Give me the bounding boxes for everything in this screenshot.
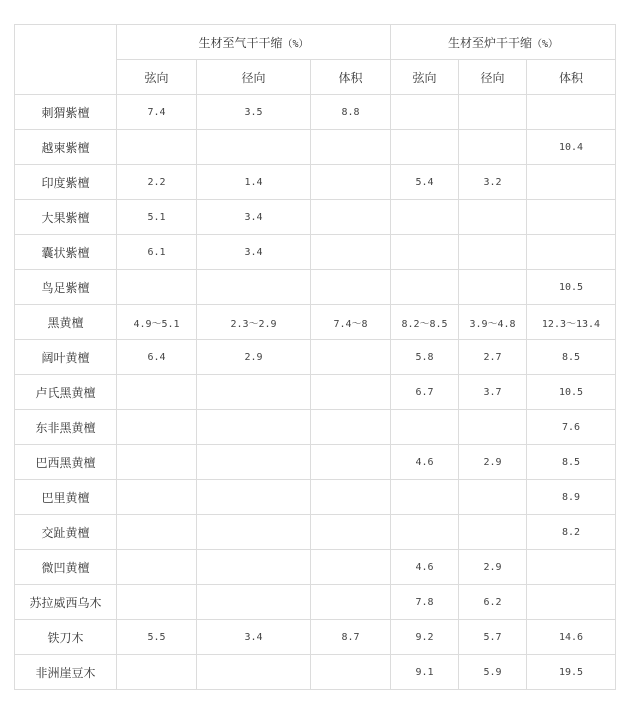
value-cell-kiln-radial	[459, 130, 527, 165]
value-cell-air-radial: 3.4	[197, 200, 311, 235]
value-cell-kiln-volumetric: 12.3～13.4	[527, 305, 616, 340]
header-kiln-dry-group	[391, 25, 616, 60]
header-air-radial: 径向	[197, 60, 311, 95]
species-name-cell: 非洲崖豆木	[15, 655, 117, 690]
table-row	[15, 270, 616, 305]
table-row	[15, 95, 616, 130]
value-cell-kiln-radial: 2.9	[459, 445, 527, 480]
value-cell-air-volumetric	[311, 270, 391, 305]
header-kiln-dry-unit: （%）	[531, 38, 559, 50]
value-cell-kiln-radial	[459, 480, 527, 515]
value-cell-kiln-volumetric: 10.4	[527, 130, 616, 165]
value-cell-air-volumetric	[311, 200, 391, 235]
species-name-cell: 鸟足紫檀	[15, 270, 117, 305]
value-cell-air-volumetric	[311, 375, 391, 410]
header-air-dry-unit: （%）	[282, 38, 309, 50]
table-row	[15, 200, 616, 235]
table-row	[15, 305, 616, 340]
value-cell-air-volumetric	[311, 550, 391, 585]
value-cell-kiln-tangential: 9.2	[391, 620, 459, 655]
value-cell-kiln-volumetric	[527, 165, 616, 200]
value-cell-air-radial	[197, 375, 311, 410]
value-cell-air-volumetric	[311, 410, 391, 445]
value-cell-air-tangential	[117, 270, 197, 305]
species-name-cell: 刺猬紫檀	[15, 95, 117, 130]
value-cell-kiln-volumetric	[527, 235, 616, 270]
value-cell-kiln-radial	[459, 200, 527, 235]
species-name-cell: 交趾黄檀	[15, 515, 117, 550]
value-cell-air-radial: 1.4	[197, 165, 311, 200]
value-cell-kiln-radial: 3.9～4.8	[459, 305, 527, 340]
value-cell-air-radial	[197, 550, 311, 585]
species-name-cell: 黑黄檀	[15, 305, 117, 340]
shrinkage-table	[14, 24, 616, 690]
table-row	[15, 235, 616, 270]
header-air-dry-group	[117, 25, 391, 60]
header-kiln-radial: 径向	[459, 60, 527, 95]
header-kiln-volumetric: 体积	[527, 60, 616, 95]
value-cell-kiln-radial: 5.9	[459, 655, 527, 690]
value-cell-kiln-radial: 6.2	[459, 585, 527, 620]
species-name-cell: 巴西黑黄檀	[15, 445, 117, 480]
header-air-tangential: 弦向	[117, 60, 197, 95]
value-cell-kiln-tangential	[391, 410, 459, 445]
value-cell-air-volumetric	[311, 445, 391, 480]
value-cell-kiln-radial: 5.7	[459, 620, 527, 655]
value-cell-air-tangential	[117, 410, 197, 445]
value-cell-air-tangential	[117, 515, 197, 550]
value-cell-kiln-radial: 2.7	[459, 340, 527, 375]
species-name-cell: 大果紫檀	[15, 200, 117, 235]
value-cell-air-tangential	[117, 550, 197, 585]
value-cell-air-tangential	[117, 585, 197, 620]
species-name-cell: 苏拉威西乌木	[15, 585, 117, 620]
value-cell-kiln-tangential: 4.6	[391, 445, 459, 480]
value-cell-air-tangential: 6.1	[117, 235, 197, 270]
value-cell-air-volumetric	[311, 655, 391, 690]
value-cell-kiln-volumetric: 10.5	[527, 270, 616, 305]
value-cell-kiln-tangential	[391, 270, 459, 305]
table-row	[15, 410, 616, 445]
species-name-cell: 卢氏黑黄檀	[15, 375, 117, 410]
value-cell-air-tangential	[117, 480, 197, 515]
value-cell-kiln-volumetric: 8.2	[527, 515, 616, 550]
species-name-cell: 东非黑黄檀	[15, 410, 117, 445]
value-cell-kiln-tangential	[391, 235, 459, 270]
value-cell-air-tangential	[117, 130, 197, 165]
table-row	[15, 655, 616, 690]
value-cell-air-volumetric	[311, 340, 391, 375]
value-cell-air-radial: 3.4	[197, 235, 311, 270]
value-cell-air-tangential: 5.1	[117, 200, 197, 235]
value-cell-kiln-tangential: 8.2～8.5	[391, 305, 459, 340]
value-cell-air-tangential: 6.4	[117, 340, 197, 375]
header-row-groups	[15, 25, 616, 60]
value-cell-kiln-volumetric	[527, 200, 616, 235]
value-cell-air-radial	[197, 585, 311, 620]
value-cell-air-radial	[197, 130, 311, 165]
species-name-cell: 越柬紫檀	[15, 130, 117, 165]
species-name-cell: 微凹黄檀	[15, 550, 117, 585]
value-cell-air-volumetric: 8.8	[311, 95, 391, 130]
table-row	[15, 550, 616, 585]
value-cell-kiln-radial: 2.9	[459, 550, 527, 585]
value-cell-air-radial: 2.3～2.9	[197, 305, 311, 340]
table-row	[15, 480, 616, 515]
value-cell-air-volumetric	[311, 585, 391, 620]
value-cell-kiln-tangential: 4.6	[391, 550, 459, 585]
value-cell-kiln-radial	[459, 95, 527, 130]
value-cell-kiln-tangential: 5.8	[391, 340, 459, 375]
value-cell-air-radial	[197, 270, 311, 305]
value-cell-kiln-radial	[459, 270, 527, 305]
value-cell-kiln-tangential	[391, 480, 459, 515]
value-cell-kiln-tangential	[391, 95, 459, 130]
value-cell-air-tangential: 7.4	[117, 95, 197, 130]
value-cell-air-radial	[197, 655, 311, 690]
value-cell-kiln-radial	[459, 515, 527, 550]
value-cell-kiln-volumetric	[527, 550, 616, 585]
value-cell-air-radial: 2.9	[197, 340, 311, 375]
value-cell-kiln-volumetric	[527, 95, 616, 130]
value-cell-air-volumetric	[311, 235, 391, 270]
value-cell-kiln-volumetric: 7.6	[527, 410, 616, 445]
value-cell-kiln-radial: 3.7	[459, 375, 527, 410]
value-cell-air-volumetric: 8.7	[311, 620, 391, 655]
value-cell-air-tangential: 2.2	[117, 165, 197, 200]
value-cell-kiln-volumetric: 8.5	[527, 445, 616, 480]
header-corner-cell	[15, 25, 117, 95]
table-row	[15, 445, 616, 480]
table-container	[14, 24, 616, 690]
header-kiln-tangential: 弦向	[391, 60, 459, 95]
table-body	[15, 95, 616, 690]
table-row	[15, 375, 616, 410]
table-row	[15, 620, 616, 655]
table-row	[15, 130, 616, 165]
value-cell-air-tangential	[117, 375, 197, 410]
value-cell-kiln-tangential: 6.7	[391, 375, 459, 410]
value-cell-air-radial: 3.5	[197, 95, 311, 130]
value-cell-air-volumetric	[311, 165, 391, 200]
header-kiln-dry-label: 生材至炉干干缩	[447, 35, 532, 50]
value-cell-air-radial: 3.4	[197, 620, 311, 655]
table-row	[15, 585, 616, 620]
header-air-dry-label: 生材至气干干缩	[198, 35, 283, 50]
value-cell-kiln-tangential: 9.1	[391, 655, 459, 690]
value-cell-kiln-volumetric: 10.5	[527, 375, 616, 410]
value-cell-air-volumetric: 7.4～8	[311, 305, 391, 340]
value-cell-air-tangential	[117, 655, 197, 690]
species-name-cell: 阔叶黄檀	[15, 340, 117, 375]
value-cell-air-volumetric	[311, 515, 391, 550]
value-cell-kiln-tangential	[391, 515, 459, 550]
value-cell-air-radial	[197, 515, 311, 550]
value-cell-kiln-volumetric: 8.9	[527, 480, 616, 515]
species-name-cell: 囊状紫檀	[15, 235, 117, 270]
value-cell-kiln-volumetric: 14.6	[527, 620, 616, 655]
value-cell-kiln-tangential	[391, 200, 459, 235]
header-air-volumetric: 体积	[311, 60, 391, 95]
value-cell-air-radial	[197, 410, 311, 445]
value-cell-air-tangential: 4.9～5.1	[117, 305, 197, 340]
species-name-cell: 铁刀木	[15, 620, 117, 655]
value-cell-air-volumetric	[311, 130, 391, 165]
value-cell-kiln-volumetric: 19.5	[527, 655, 616, 690]
value-cell-kiln-radial	[459, 410, 527, 445]
value-cell-kiln-tangential: 5.4	[391, 165, 459, 200]
value-cell-air-radial	[197, 480, 311, 515]
value-cell-air-volumetric	[311, 480, 391, 515]
table-row	[15, 165, 616, 200]
table-row	[15, 515, 616, 550]
species-name-cell: 印度紫檀	[15, 165, 117, 200]
species-name-cell: 巴里黄檀	[15, 480, 117, 515]
value-cell-kiln-tangential: 7.8	[391, 585, 459, 620]
value-cell-kiln-volumetric: 8.5	[527, 340, 616, 375]
value-cell-kiln-radial	[459, 235, 527, 270]
value-cell-kiln-volumetric	[527, 585, 616, 620]
value-cell-kiln-tangential	[391, 130, 459, 165]
value-cell-air-tangential: 5.5	[117, 620, 197, 655]
table-row	[15, 340, 616, 375]
value-cell-air-tangential	[117, 445, 197, 480]
value-cell-kiln-radial: 3.2	[459, 165, 527, 200]
value-cell-air-radial	[197, 445, 311, 480]
